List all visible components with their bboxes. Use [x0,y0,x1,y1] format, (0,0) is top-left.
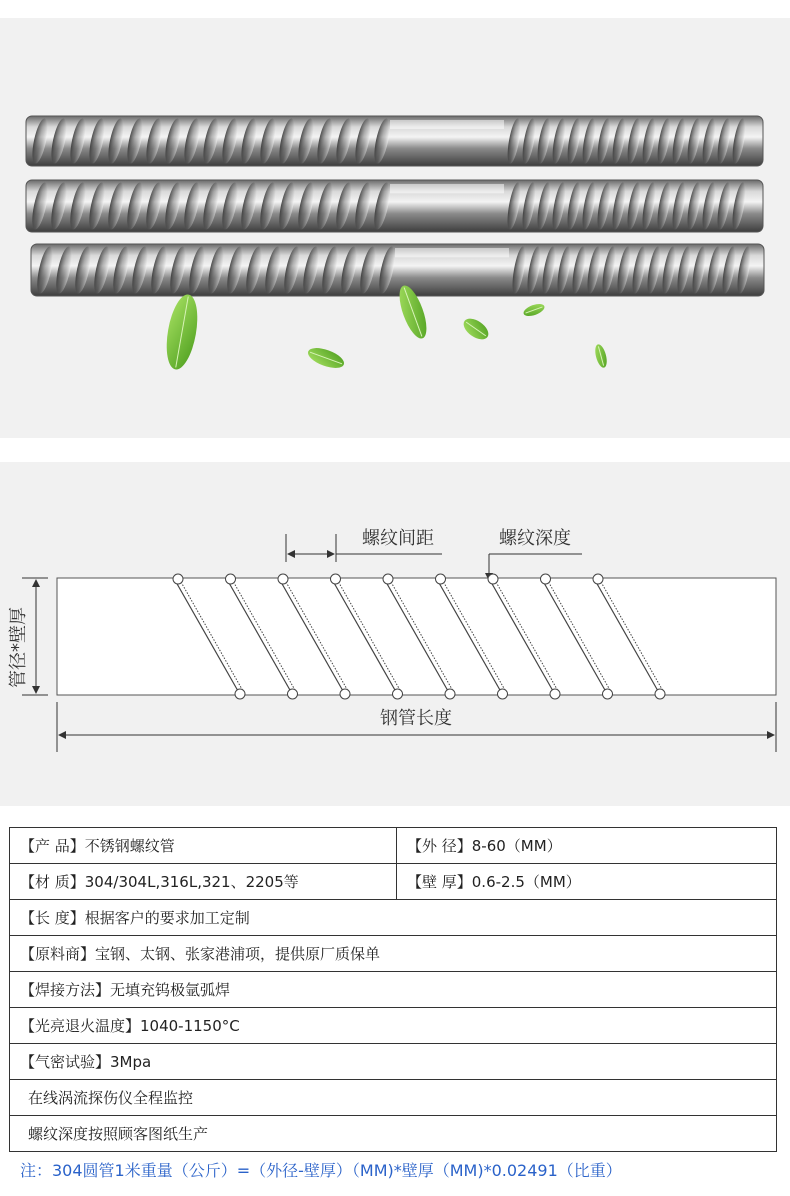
product-photo [0,18,790,438]
spec-cell: 【壁 厚】0.6-2.5（MM） [397,864,777,900]
leaf-decoration [522,302,546,319]
leaf-decoration [162,292,203,372]
spec-row [10,864,777,900]
spec-row [10,1044,777,1080]
spec-cell: 螺纹深度按照顾客图纸生产 [10,1116,777,1152]
length-label: 钢管长度 [380,708,452,729]
spec-table [9,827,777,1152]
diameter-wall-label: 管径*壁厚 [8,607,29,688]
spec-cell: 【气密试验】3Mpa [10,1044,777,1080]
spec-cell: 【产 品】不锈钢螺纹管 [10,828,397,864]
leaf-decoration [460,314,492,343]
spec-row [10,936,777,972]
threaded-tube [31,244,764,296]
spec-cell: 【外 径】8-60（MM） [397,828,777,864]
spec-row [10,1008,777,1044]
threaded-tube [26,116,763,166]
spec-cell: 【材 质】304/304L,316L,321、2205等 [10,864,397,900]
threaded-tube [26,180,763,232]
spec-row [10,1080,777,1116]
thread-diagram [0,462,790,806]
spec-cell: 【焊接方法】无填充钨极氩弧焊 [10,972,777,1008]
spec-row [10,828,777,864]
spec-cell: 【原料商】宝钢、太钢、张家港浦项，提供原厂质保单 [10,936,777,972]
pitch-label: 螺纹间距 [362,528,434,549]
spec-row [10,1116,777,1152]
spec-row [10,900,777,936]
spec-cell: 在线涡流探伤仪全程监控 [10,1080,777,1116]
leaf-decoration [305,344,346,372]
depth-label: 螺纹深度 [499,528,571,549]
spec-cell: 【长 度】根据客户的要求加工定制 [10,900,777,936]
thread-diagram-svg [0,462,790,806]
spec-row [10,972,777,1008]
weight-formula-note: 注：304圆管1米重量（公斤）=（外径-壁厚）（MM)*壁厚（MM)*0.02491（比重） [20,1161,622,1180]
tubes-illustration [0,18,790,438]
leaf-decoration [593,343,609,369]
spec-cell: 【光亮退火温度】1040-1150°C [10,1008,777,1044]
